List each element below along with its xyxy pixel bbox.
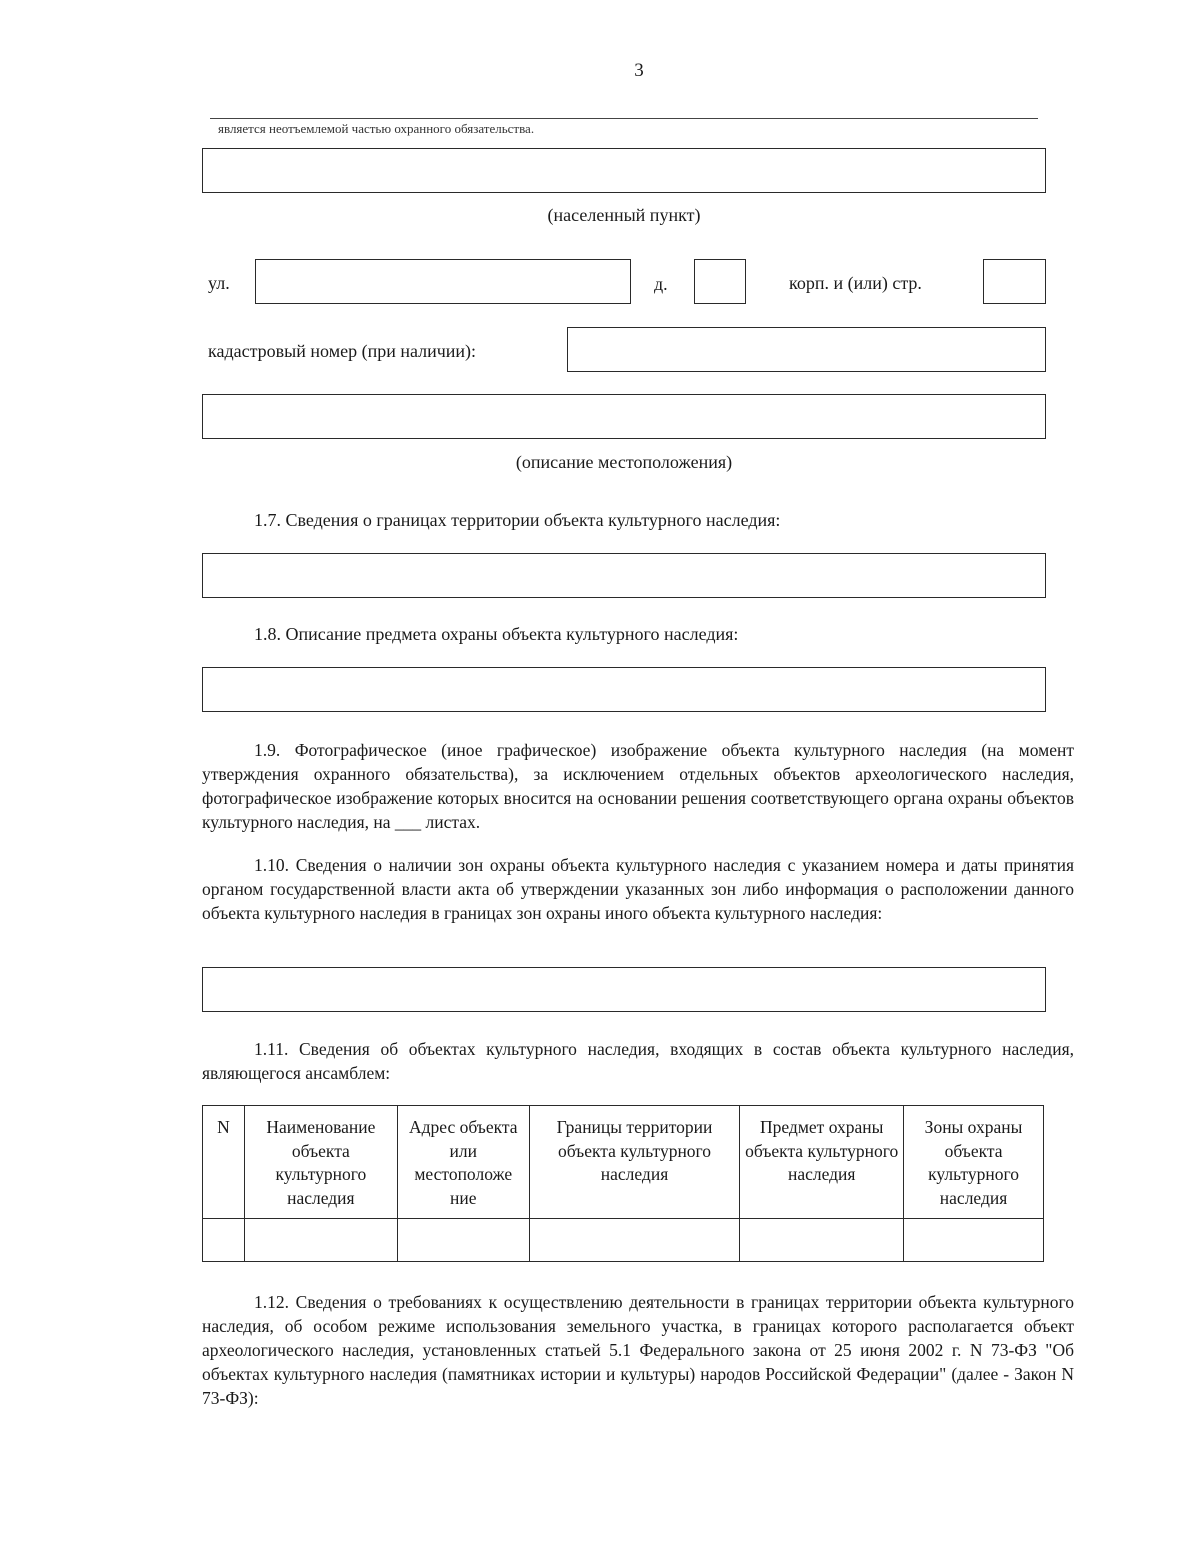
- section-1-12-text: 1.12. Сведения о требованиях к осуществлению деятельности в границах территории объекта культурного наследия, об особом режиме использования земельного участка, в границах которого располагается объект археологического наследия, установленных статьей 5.1 Федерального закона от 25 июня 2002 г. N 73-ФЗ "Об объектах культурного наследия (памятниках истории и культуры) народов Российской Федерации" (далее - Закон N 73-ФЗ):: [202, 1292, 1074, 1408]
- table-header-cell: N: [203, 1106, 245, 1219]
- table-cell[interactable]: [904, 1219, 1044, 1262]
- table-cell[interactable]: [529, 1219, 740, 1262]
- table-header-cell: Наименование объекта культурного наследия: [244, 1106, 397, 1219]
- settlement-field[interactable]: [202, 148, 1046, 193]
- table-header-row: [203, 1106, 1044, 1219]
- section-1-11-text: 1.11. Сведения об объектах культурного наследия, входящих в состав объекта культурного наследия, являющегося ансамблем:: [202, 1039, 1074, 1083]
- section-1-7-heading: 1.7. Сведения о границах территории объекта культурного наследия:: [254, 510, 781, 530]
- section-1-8-field[interactable]: [202, 667, 1046, 712]
- table-header-cell: Границы территории объекта культурного наследия: [529, 1106, 740, 1219]
- building-label: корп. и (или) стр.: [789, 273, 922, 293]
- table-cell[interactable]: [203, 1219, 245, 1262]
- table-cell[interactable]: [740, 1219, 904, 1262]
- page-number: 3: [634, 60, 644, 81]
- house-field[interactable]: [694, 259, 746, 304]
- table-row: [203, 1219, 1044, 1262]
- table-header-cell: Предмет охраны объекта культурного наследия: [740, 1106, 904, 1219]
- cadastral-label: кадастровый номер (при наличии):: [208, 341, 477, 361]
- house-label: д.: [654, 274, 668, 294]
- location-caption: (описание местоположения): [515, 452, 733, 472]
- cadastral-field[interactable]: [567, 327, 1046, 372]
- section-1-10-field[interactable]: [202, 967, 1046, 1012]
- location-field[interactable]: [202, 394, 1046, 439]
- street-field[interactable]: [255, 259, 631, 304]
- table-header-cell: Адрес объекта или местоположе ние: [397, 1106, 529, 1219]
- building-field[interactable]: [983, 259, 1046, 304]
- ensemble-objects-table: [202, 1105, 1044, 1262]
- footnote-divider: [210, 118, 1038, 119]
- settlement-caption: (населенный пункт): [547, 205, 701, 225]
- footnote-text: является неотъемлемой частью охранного обязательства.: [218, 121, 535, 136]
- section-1-7-field[interactable]: [202, 553, 1046, 598]
- street-label: ул.: [208, 273, 230, 293]
- section-1-9-text: 1.9. Фотографическое (иное графическое) изображение объекта культурного наследия (на момент утверждения охранного обязательства), за исключением отдельных объектов археологического наследия, фотографическое изображение которых вносится на основании решения соответствующего органа охраны объектов культурного наследия, на ___ листах.: [202, 740, 1074, 832]
- section-1-10-text: 1.10. Сведения о наличии зон охраны объекта культурного наследия с указанием номера и даты принятия органом государственной власти акта об утверждении указанных зон либо информация о расположении данного объекта культурного наследия в границах зон охраны иного объекта культурного наследия:: [202, 855, 1074, 923]
- table-cell[interactable]: [244, 1219, 397, 1262]
- table-cell[interactable]: [397, 1219, 529, 1262]
- section-1-8-heading: 1.8. Описание предмета охраны объекта культурного наследия:: [254, 624, 739, 644]
- table-header-cell: Зоны охраны объекта культурного наследия: [904, 1106, 1044, 1219]
